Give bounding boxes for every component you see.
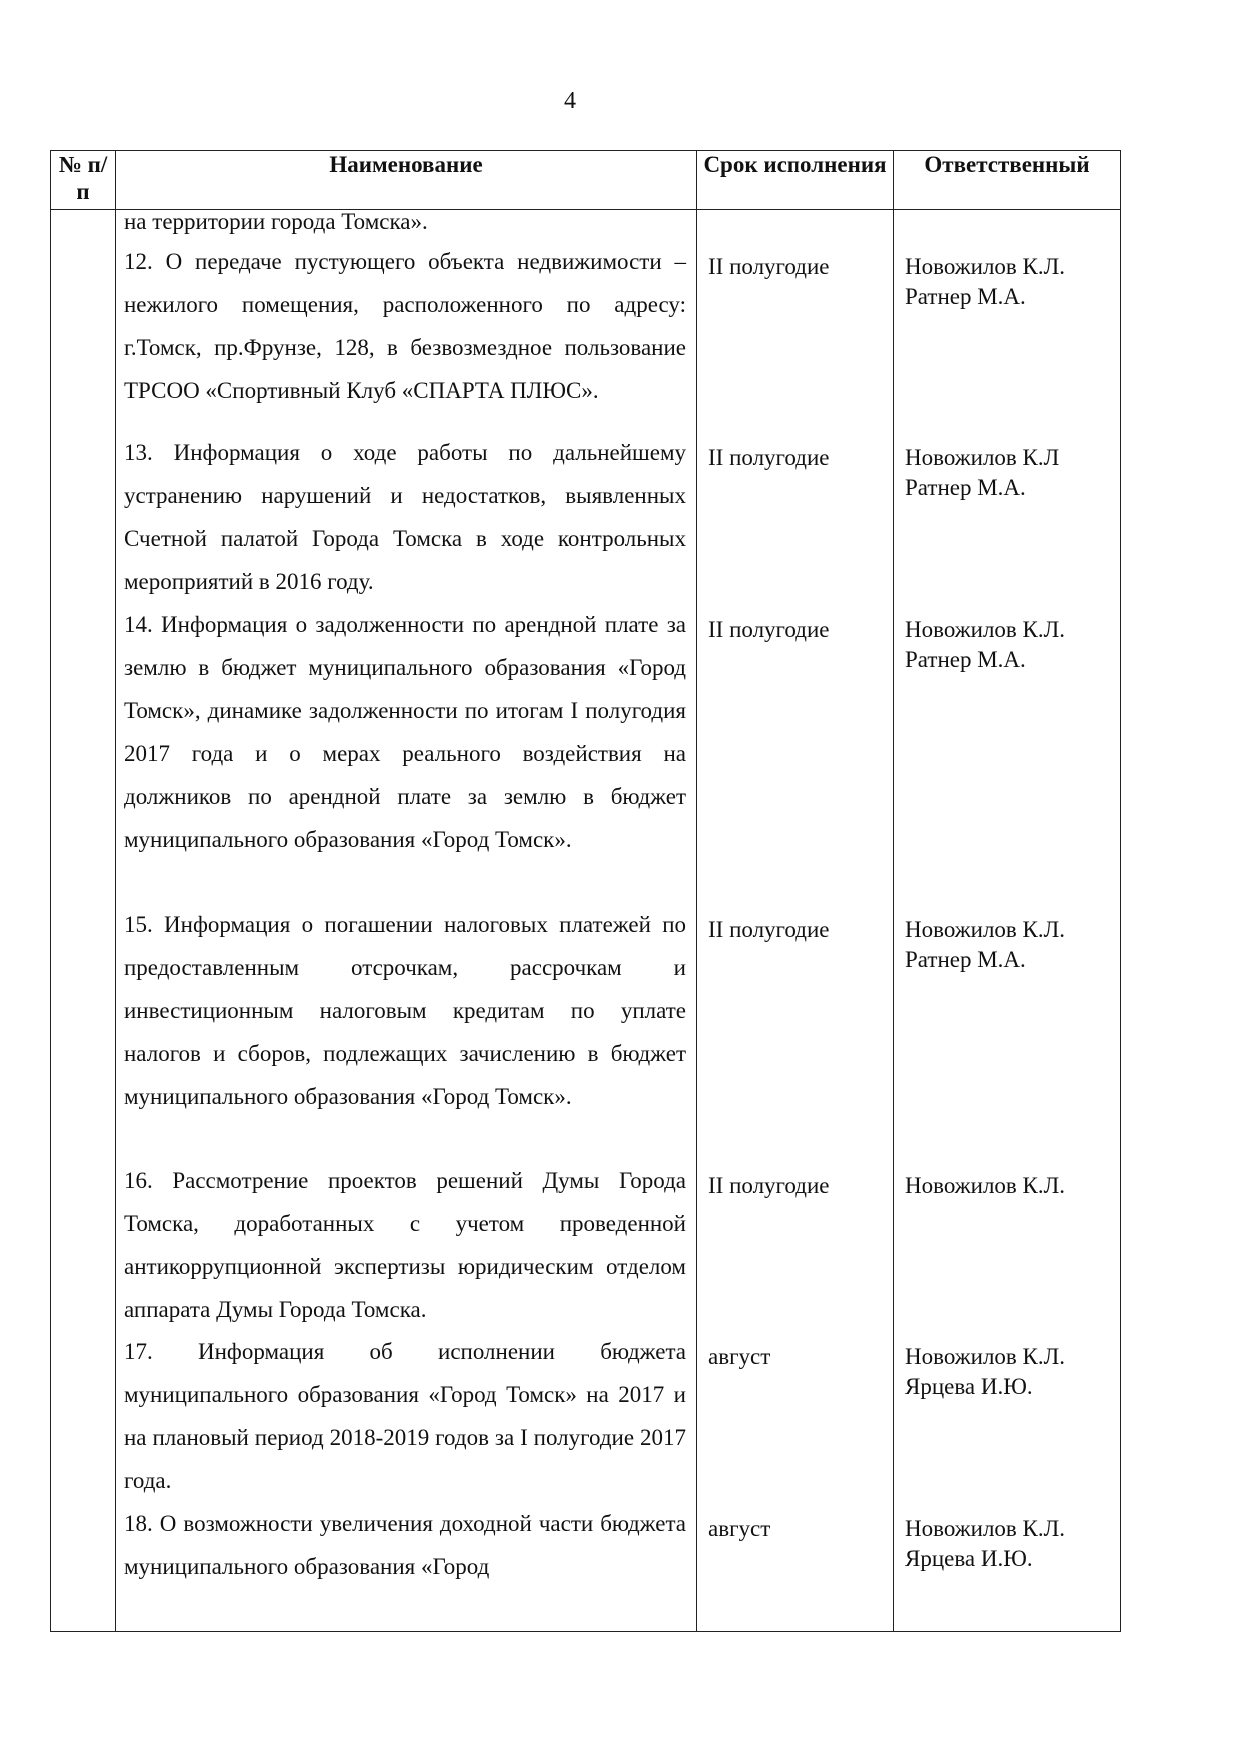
header-num: № п/п (51, 151, 116, 210)
item-text-12: 12. О передаче пустующего объекта недвижимости – нежилого помещения, расположенного по адресу: г.Томск, пр.Фрунзе, 128, в безвозмездное пользование ТРСОО «Спортивный Клуб «СПАРТА ПЛЮС». (124, 249, 686, 403)
header-responsible: Ответственный (894, 151, 1121, 210)
header-deadline: Срок исполнения (697, 151, 894, 210)
deadline-17: август (708, 1344, 771, 1369)
deadline-12: II полугодие (708, 254, 830, 279)
continuation-text: на территории города Томска». (124, 209, 428, 234)
responsible-name: Ратнер М.А. (905, 647, 1026, 672)
deadline-cell (697, 210, 894, 1632)
responsible-name: Ратнер М.А. (905, 947, 1026, 972)
responsible-name: Ратнер М.А. (905, 475, 1026, 500)
table-header-row (51, 151, 1121, 210)
item-text-15: 15. Информация о погашении налоговых платежей по предоставленным отсрочкам, рассрочкам и инвестиционным налоговым кредитам по уплате налогов и сборов, подлежащих зачислению в бюджет муниципального образования «Город Томск». (124, 912, 686, 1109)
deadline-18: август (708, 1516, 771, 1541)
deadline-14: II полугодие (708, 617, 830, 642)
responsible-name: Новожилов К.Л. (905, 254, 1065, 279)
responsible-name: Новожилов К.Л. (905, 1344, 1065, 1369)
responsible-name: Ярцева И.Ю. (905, 1546, 1033, 1571)
responsible-name: Новожилов К.Л. (905, 1173, 1065, 1198)
item-text-17: 17. Информация об исполнении бюджета муниципального образования «Город Томск» на 2017 и на плановый период 2018-2019 годов за I полугодие 2017 года. (124, 1339, 686, 1493)
responsible-name: Новожилов К.Л. (905, 917, 1065, 942)
responsible-name: Ратнер М.А. (905, 284, 1026, 309)
responsible-13 (905, 443, 1112, 615)
table-row (51, 210, 1121, 1632)
responsible-15 (905, 915, 1112, 1171)
deadline-16: II полугодие (708, 1173, 830, 1198)
deadline-13: II полугодие (708, 445, 830, 470)
item-text-13: 13. Информация о ходе работы по дальнейшему устранению нарушений и недостатков, выявленных Счетной палатой Города Томска в ходе контрольных мероприятий в 2016 году. (124, 440, 686, 594)
header-name: Наименование (116, 151, 697, 210)
responsible-name: Новожилов К.Л (905, 445, 1060, 470)
num-cell (51, 210, 116, 1632)
responsible-name: Ярцева И.Ю. (905, 1374, 1033, 1399)
item-text-18: 18. О возможности увеличения доходной части бюджета муниципального образования «Город (124, 1511, 686, 1579)
responsible-name: Новожилов К.Л. (905, 617, 1065, 642)
responsible-12 (905, 252, 1112, 443)
deadline-15: II полугодие (708, 917, 830, 942)
responsible-16 (905, 1171, 1112, 1342)
responsible-name: Новожилов К.Л. (905, 1516, 1065, 1541)
page-number: 4 (564, 88, 576, 114)
responsible-14 (905, 615, 1112, 915)
plan-table (50, 150, 1121, 1632)
item-text-16: 16. Рассмотрение проектов решений Думы Города Томска, доработанных с учетом проведенной антикоррупционной экспертизы юридическим отделом аппарата Думы Города Томска. (124, 1168, 686, 1322)
responsible-18 (905, 1514, 1112, 1574)
name-cell (116, 210, 697, 1632)
responsible-17 (905, 1342, 1112, 1514)
item-text-14: 14. Информация о задолженности по арендной плате за землю в бюджет муниципального образования «Город Томск», динамике задолженности по итогам I полугодия 2017 года и о мерах реального воздействия на должников по арендной плате за землю в бюджет муниципального образования «Город Томск». (124, 612, 686, 852)
responsible-cell (894, 210, 1121, 1632)
